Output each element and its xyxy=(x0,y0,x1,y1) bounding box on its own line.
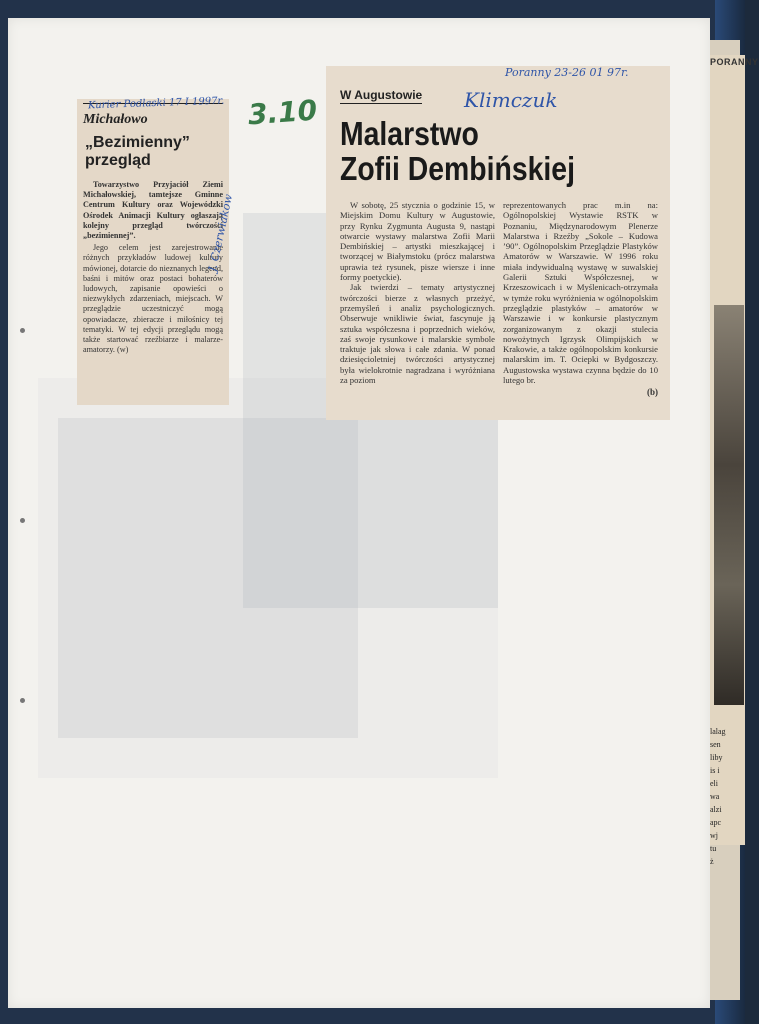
clipping-place: Michałowo xyxy=(83,112,148,127)
showthrough-artwork xyxy=(38,378,498,778)
handwritten-source-note: Poranny 23-26 01 97r. xyxy=(505,66,629,79)
clipping-paragraph: W sobotę, 25 stycznia o godzinie 15, w Miejskim Domu Kultury w Augustowie, przy Rynku Zygmunta Augusta 9, nastąpi otwarcie wystawy malarstwa Zofii Marii Dembińskiej – artystki mieszkającej i tworzącej w Białymstoku (prócz malarstwa uprawia też rysunek, pisze wiersze i inne formy poetyckie). xyxy=(340,200,495,283)
clipping-paragraph: Jak twierdzi – tematy artystycznej twórczości bierze z własnych przeżyć, przemyśleń i analiz psychologicznych. Obserwuje wnikliwie świat, fascynuje ją sztuka współczesna i poprzednich wieków, zaś swoje rysunkowe i malarskie symbole traktuje jak słowa i całe zdania. W ponad dziesięcioletniej twórczości artystycznej była wielokrotnie nagradzana i wyróżniana za poziom xyxy=(340,282,495,386)
back-page-snippet: lalag sen liby is i eli wa alzi apc wj tu ż xyxy=(710,727,726,866)
handwritten-author-note: Klimczuk xyxy=(464,88,558,112)
binder-hole xyxy=(20,518,25,523)
handwritten-source-note: Kurier Podlaski 17 I 1997r. xyxy=(87,95,225,112)
back-page-header: PORANNY xyxy=(710,57,759,67)
back-page-photo xyxy=(714,305,744,705)
clipping-paragraph: Towarzystwo Przyjaciół Ziemi Michałowskiej, tamtejsze Gminne Centrum Kultury oraz Wojewódzki Ośrodek Animacji Kultury ogłaszają kolejny przegląd twórczości „bezimiennej”. xyxy=(83,180,223,241)
clipping-signature: (b) xyxy=(647,387,658,398)
binder-hole xyxy=(20,698,25,703)
clipping-column-2 xyxy=(503,200,658,398)
clipping-augustow xyxy=(326,66,670,420)
binder-hole xyxy=(20,328,25,333)
clipping-title: „Bezimienny” przegląd xyxy=(85,134,190,169)
clipping-title xyxy=(340,116,615,186)
clipping-title-line: Malarstwo xyxy=(340,115,479,152)
clipping-column-1 xyxy=(340,200,495,398)
clipping-paragraph: Jego celem jest zarejestrowanie różnych przykładów ludowej kultury mówionej, dotarcie do nieznanych legend, baśni i mitów oraz postaci bohaterów ludowych, zapisanie opowieści o niezwykłych zdarzeniach, miejscach. W przeglądzie uczestniczyć mogą opowiadacze, zbieracze i miłośnicy tej tematyki. W tej edycji przeglądu mogą także startować rzeźbiarze i malarze-amatorzy. (w) xyxy=(83,243,223,355)
clipping-columns xyxy=(340,200,660,398)
handwritten-author-note: J. Czerwiakow xyxy=(206,192,236,273)
clipping-paragraph: reprezentowanych prac m.in na: Ogólnopolskiej Wystawie RSTK w Poznaniu, Międzynarodowym Plenerze Malarstwa i Rzeźby „Sokole – Kudowa ’90”. Ogólnopolskim Przeglądzie Plastyków Amatorów w Warszawie. W 1996 roku miała indywidualną wystawę w suwalskiej Galerii Sztuki Współczesnej, w Krzeszowicach i w Myślenicach-otrzymała w tymże roku wyróżnienia w ogólnopolskim przeglądzie plastyków – amatorów w Warszawie i w konkursie plastycznym zorganizowanym z okazji stulecia nowożytnych Igrzysk Olimpijskich w Krakowie, a także ogólnopolskim konkursie malarskim im. T. Ociepki w Bydgoszczy. Augustowska wystawa czynna będzie do 10 lutego br. xyxy=(503,200,658,386)
clipping-kicker: W Augustowie xyxy=(340,88,423,102)
clipping-title-line: Zofii Dembińskiej xyxy=(340,150,575,187)
back-page-clipping xyxy=(708,55,759,866)
page-number-marking: 3.10 xyxy=(246,93,319,132)
clipping-michalowo xyxy=(77,99,229,405)
